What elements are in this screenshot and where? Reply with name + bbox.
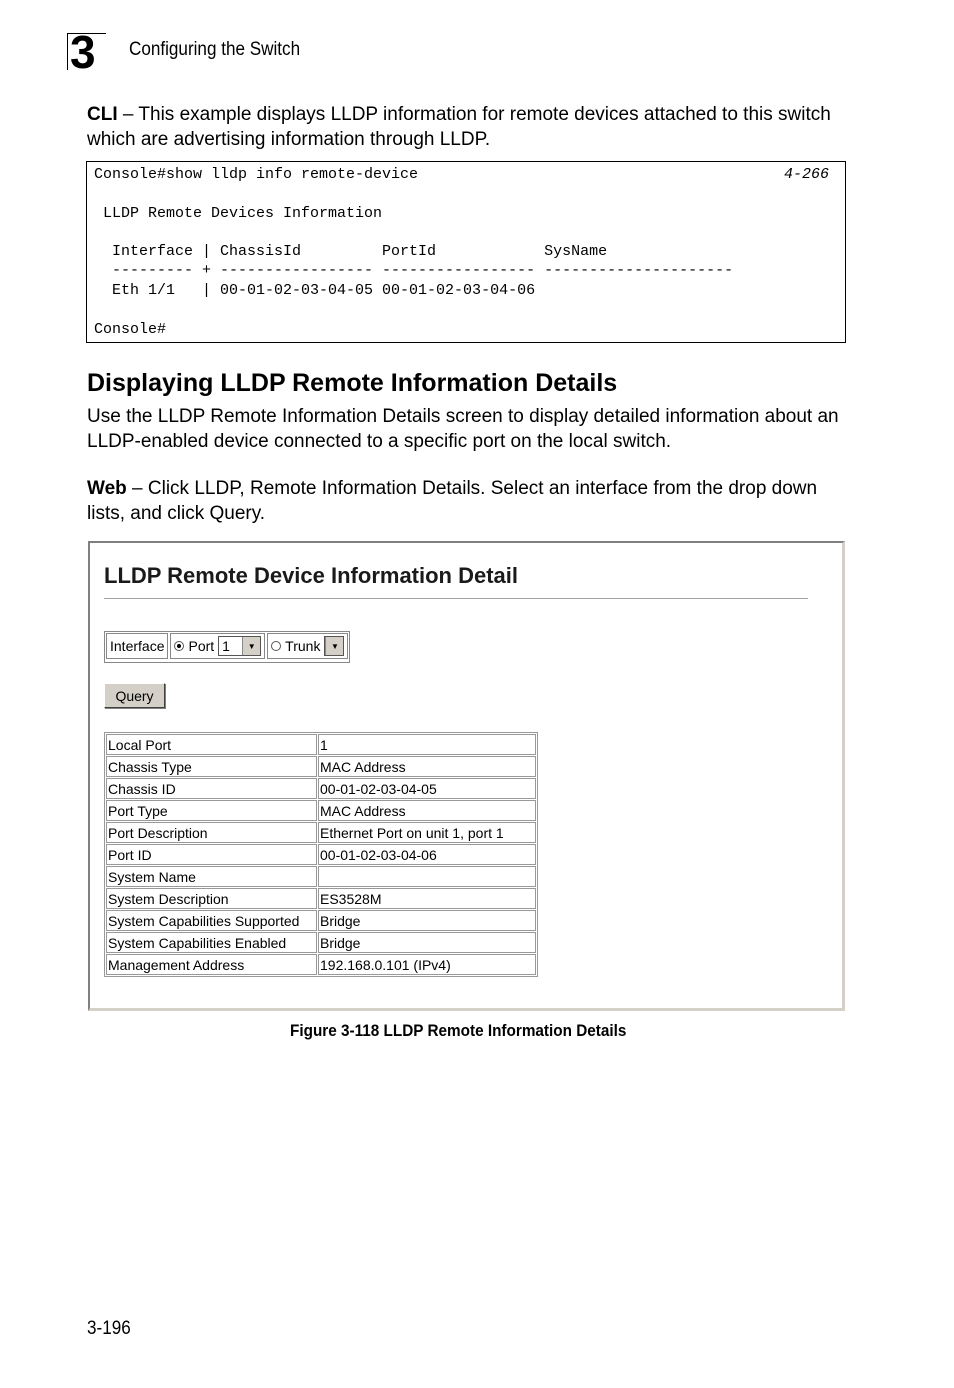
row-key: Port Type <box>106 800 317 821</box>
cli-line: --------- + ----------------- ----------------- --------------------- <box>94 262 734 279</box>
row-key: Management Address <box>106 954 317 975</box>
query-button[interactable]: Query <box>104 683 165 708</box>
table-row <box>106 734 536 755</box>
cli-label: CLI <box>87 104 118 125</box>
cli-intro-paragraph <box>87 102 847 152</box>
trunk-select[interactable] <box>324 636 344 656</box>
row-key: Port ID <box>106 844 317 865</box>
port-radio[interactable] <box>174 641 184 651</box>
table-row <box>106 822 536 843</box>
remote-detail-table <box>104 732 538 977</box>
table-row <box>106 756 536 777</box>
trunk-radio[interactable] <box>271 641 281 651</box>
table-row <box>106 778 536 799</box>
table-row <box>106 932 536 953</box>
row-value: Bridge <box>318 932 536 953</box>
row-value: Bridge <box>318 910 536 931</box>
row-value: 00-01-02-03-04-06 <box>318 844 536 865</box>
title-divider <box>104 598 808 600</box>
port-label: Port <box>188 638 215 654</box>
cli-command-reference: 4-266 <box>783 166 829 183</box>
figure-caption: Figure 3-118 LLDP Remote Information Details <box>290 1021 627 1040</box>
trunk-option-cell <box>267 633 348 659</box>
port-option-cell <box>170 633 265 659</box>
web-intro-paragraph <box>87 476 847 526</box>
chevron-down-icon[interactable]: ▼ <box>325 637 343 655</box>
row-key: System Capabilities Supported <box>106 910 317 931</box>
chapter-number: 3 <box>70 26 96 78</box>
row-value: MAC Address <box>318 800 536 821</box>
row-value: MAC Address <box>318 756 536 777</box>
cli-intro-text: – This example displays LLDP information for remote devices attached to this switch which are advertising information through LLDP. <box>87 104 831 150</box>
chevron-down-icon[interactable]: ▼ <box>242 637 260 655</box>
web-intro-text: – Click LLDP, Remote Information Details. Select an interface from the drop down lists, and click Query. <box>87 478 818 524</box>
cli-line: Console#show lldp info remote-device <box>94 166 419 183</box>
table-row <box>106 910 536 931</box>
row-value: 00-01-02-03-04-05 <box>318 778 536 799</box>
table-row <box>106 844 536 865</box>
chapter-title: Configuring the Switch <box>129 39 301 60</box>
cli-line: Console# <box>94 321 167 338</box>
port-select-value: 1 <box>222 638 230 654</box>
cli-line: Eth 1/1 | 00-01-02-03-04-05 00-01-02-03-04-06 <box>94 282 536 299</box>
row-value: 1 <box>318 734 536 755</box>
row-value: ES3528M <box>318 888 536 909</box>
interface-selector <box>104 631 350 663</box>
web-screenshot <box>88 541 845 1011</box>
interface-label-cell <box>106 633 168 659</box>
web-page-title: LLDP Remote Device Information Detail <box>104 563 519 588</box>
page-number: 3-196 <box>87 1318 131 1339</box>
section-heading: Displaying LLDP Remote Information Details <box>87 369 618 397</box>
row-key: System Capabilities Enabled <box>106 932 317 953</box>
row-key: System Description <box>106 888 317 909</box>
cli-example-box <box>86 161 846 343</box>
row-value: Ethernet Port on unit 1, port 1 <box>318 822 536 843</box>
table-row <box>106 954 536 975</box>
table-row <box>106 800 536 821</box>
trunk-label: Trunk <box>285 638 321 654</box>
row-value <box>318 866 536 887</box>
cli-line: LLDP Remote Devices Information <box>94 205 383 222</box>
web-label: Web <box>87 478 127 499</box>
section-description: Use the LLDP Remote Information Details screen to display detailed information about an LLDP-enabled device connected to a specific port on the local switch. <box>87 406 839 452</box>
row-key: System Name <box>106 866 317 887</box>
interface-label: Interface <box>110 638 165 654</box>
row-value: 192.168.0.101 (IPv4) <box>318 954 536 975</box>
row-key: Port Description <box>106 822 317 843</box>
table-row <box>106 888 536 909</box>
row-key: Chassis Type <box>106 756 317 777</box>
row-key: Local Port <box>106 734 317 755</box>
table-row <box>106 866 536 887</box>
row-key: Chassis ID <box>106 778 317 799</box>
cli-line: Interface | ChassisId PortId SysName <box>94 243 608 260</box>
port-select[interactable] <box>218 636 261 656</box>
